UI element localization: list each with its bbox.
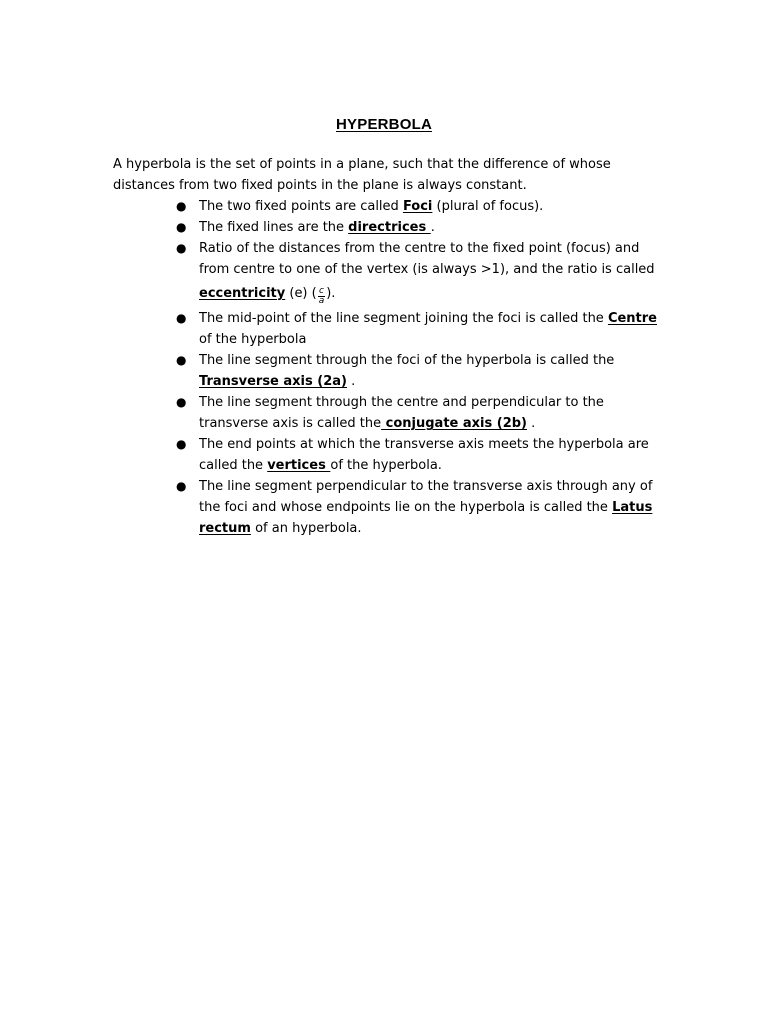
term-transverse-axis: Transverse axis (2a) bbox=[199, 374, 347, 389]
list-item-transverse-axis bbox=[113, 350, 673, 392]
term-eccentricity: eccentricity bbox=[199, 286, 286, 301]
intro-paragraph: A hyperbola is the set of points in a plane, such that the difference of whose distances from two fixed points in the plane is always constant. bbox=[113, 157, 611, 193]
item-text: (plural of focus). bbox=[432, 199, 544, 214]
item-text: of the hyperbola. bbox=[330, 458, 442, 473]
item-text: Ratio of the distances from the centre to the fixed point (focus) and from centre to one of the vertex (is always >1), and the ratio is called bbox=[199, 241, 655, 277]
term-vertices: vertices bbox=[267, 458, 331, 473]
list-item-eccentricity bbox=[113, 238, 673, 308]
item-text: The fixed lines are the bbox=[199, 220, 349, 235]
item-text: The line segment perpendicular to the transverse axis through any of the foci and whose endpoints lie on the hyperbola is called the bbox=[199, 479, 653, 515]
item-text: ). bbox=[326, 286, 336, 301]
document-body bbox=[113, 154, 673, 539]
item-text: . bbox=[527, 416, 536, 431]
bullet-icon: ● bbox=[176, 199, 187, 213]
term-centre: Centre bbox=[607, 311, 657, 326]
term-conjugate-axis: conjugate axis (2b) bbox=[381, 416, 527, 431]
list-item-foci bbox=[113, 196, 673, 217]
fraction-c-over-a bbox=[318, 287, 326, 306]
list-item-directrices bbox=[113, 217, 673, 238]
term-foci: Foci bbox=[402, 199, 433, 214]
title-text: HYPERBOLA bbox=[336, 116, 432, 133]
term-latus-rectum: Latus rectum bbox=[199, 500, 653, 536]
item-text: The mid-point of the line segment joining the foci is called the bbox=[199, 311, 608, 326]
item-text: . bbox=[346, 374, 356, 389]
fraction-numerator: c bbox=[319, 286, 324, 296]
item-text: of the hyperbola bbox=[199, 332, 307, 347]
list-item-centre bbox=[113, 308, 673, 350]
definition-list bbox=[113, 196, 673, 539]
list-item-vertices bbox=[113, 434, 673, 476]
page-title bbox=[0, 116, 768, 133]
bullet-icon: ● bbox=[176, 437, 187, 451]
bullet-icon: ● bbox=[176, 241, 187, 255]
item-text: (e) ( bbox=[285, 286, 317, 301]
bullet-icon: ● bbox=[176, 353, 187, 367]
list-item-latus-rectum bbox=[113, 476, 673, 539]
item-text: The end points at which the transverse axis meets the hyperbola are called the bbox=[199, 437, 649, 473]
bullet-icon: ● bbox=[176, 311, 187, 325]
item-text: The two fixed points are called bbox=[199, 199, 403, 214]
fraction-denominator: a bbox=[318, 296, 325, 306]
term-directrices: directrices bbox=[348, 220, 431, 235]
item-text: The line segment through the foci of the hyperbola is called the bbox=[199, 353, 615, 368]
bullet-icon: ● bbox=[176, 479, 187, 493]
item-text: The line segment through the centre and perpendicular to the transverse axis is called the bbox=[199, 395, 604, 431]
bullet-icon: ● bbox=[176, 220, 187, 234]
item-text: . bbox=[430, 220, 435, 235]
item-text: of an hyperbola. bbox=[250, 521, 362, 536]
bullet-icon: ● bbox=[176, 395, 187, 409]
list-item-conjugate-axis bbox=[113, 392, 673, 434]
